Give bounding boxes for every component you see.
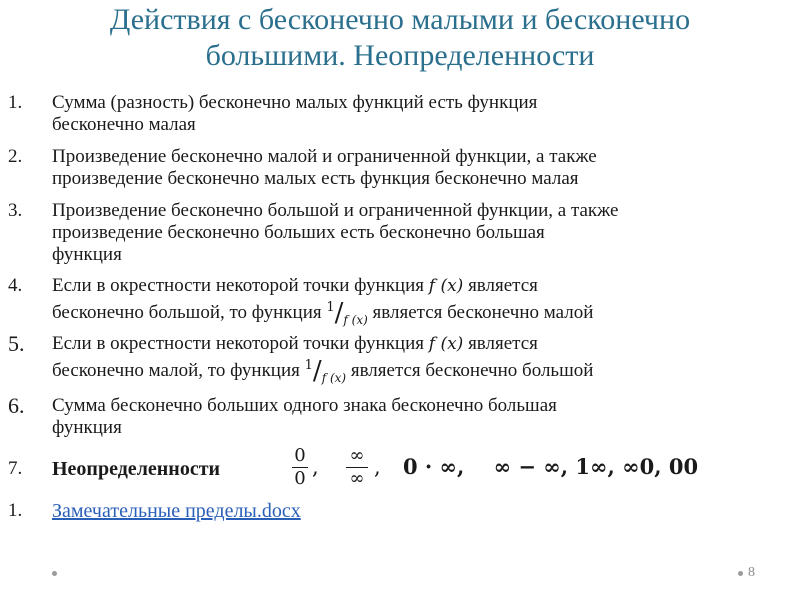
- frac-denominator: ∞: [349, 468, 365, 489]
- list-item-1: [8, 92, 788, 138]
- list-number: 1.: [8, 500, 23, 521]
- footer-dot-left: [52, 571, 57, 576]
- list-number: 2.: [8, 146, 23, 167]
- list-text: [52, 333, 787, 389]
- list-number: 7.: [8, 458, 23, 479]
- list-text: [52, 395, 787, 439]
- list-item-4: [8, 275, 788, 328]
- text-fragment: Если в окрестности некоторой точки функция: [52, 333, 429, 354]
- frac-denominator: 0: [294, 468, 306, 489]
- text-fragment: является бесконечно малой: [367, 302, 594, 323]
- list-number: 1.: [8, 92, 23, 113]
- list-item-2: [8, 146, 788, 192]
- list-item-3: [8, 200, 788, 268]
- list-text-line: бесконечно малая: [52, 114, 196, 135]
- text-fragment: является бесконечно большой: [346, 360, 594, 381]
- list-number: 4.: [8, 275, 23, 296]
- comma: ,: [374, 455, 381, 479]
- list-text-line: произведение бесконечно малых есть функция бесконечно малая: [52, 168, 579, 189]
- list-item-7: [8, 446, 788, 492]
- list-item-link: [8, 500, 788, 526]
- list-text: [52, 200, 787, 266]
- list-text-line: Произведение бесконечно большой и ограниченной функции, а также: [52, 200, 619, 221]
- list-text-line: функция: [52, 244, 122, 265]
- list-number: 6.: [8, 393, 25, 418]
- text-fragment: является: [463, 333, 538, 354]
- frac-numerator: 1: [326, 300, 335, 315]
- list-text: [52, 146, 787, 190]
- remarkable-limits-link[interactable]: Замечательные пределы.docx: [52, 500, 301, 522]
- fraction-inf-over-inf: [346, 446, 368, 489]
- text-fragment: бесконечно малой, то функция: [52, 360, 305, 381]
- list-number: 5.: [8, 331, 25, 356]
- slide-title-line-1: Действия с бесконечно малыми и бесконечно: [109, 3, 691, 36]
- formula-fx: f (x): [428, 334, 464, 354]
- list-item-6: [8, 395, 788, 441]
- indeterminate-forms: 0 · ∞, ∞ − ∞, 1∞, ∞0, 00: [403, 454, 699, 479]
- frac-slash: /: [312, 356, 322, 386]
- list-item-5: [8, 331, 788, 386]
- slide-title: [40, 2, 760, 74]
- frac-numerator: ∞: [349, 445, 365, 466]
- list-text-line: Сумма бесконечно больших одного знака бесконечно большая: [52, 395, 557, 416]
- frac-slash: /: [334, 298, 344, 328]
- frac-denominator: f (x): [343, 313, 368, 327]
- text-fragment: бесконечно большой, то функция: [52, 302, 327, 323]
- list-text-line: Сумма (разность) бесконечно малых функций есть функция: [52, 92, 538, 113]
- list-text-line: [52, 333, 787, 355]
- list-text-line: [52, 355, 787, 389]
- frac-denominator: f (x): [321, 371, 347, 385]
- fraction-zero-over-zero: [292, 446, 308, 489]
- list-number: 3.: [8, 200, 23, 221]
- text-fragment: является: [463, 275, 538, 296]
- formula-fx: f (x): [428, 276, 464, 296]
- list-text-line: функция: [52, 417, 122, 438]
- list-text: [52, 92, 787, 136]
- slide-title-line-2: большими. Неопределенности: [205, 39, 595, 72]
- page-number: 8: [748, 565, 755, 580]
- frac-numerator: 1: [304, 358, 313, 373]
- formula-reciprocal: [326, 297, 367, 331]
- formula-reciprocal: [305, 355, 346, 389]
- frac-numerator: 0: [294, 445, 306, 466]
- list-text-line: Произведение бесконечно малой и ограниченной функции, а также: [52, 146, 597, 167]
- list-text-line: [52, 297, 787, 331]
- list-text: [52, 275, 787, 331]
- text-fragment: Если в окрестности некоторой точки функция: [52, 275, 429, 296]
- list-text-line: [52, 275, 787, 297]
- comma: ,: [312, 455, 319, 479]
- indeterminacy-label: Неопределенности: [52, 458, 221, 480]
- list-text-line: произведение бесконечно больших есть бесконечно большая: [52, 222, 545, 243]
- footer-dot-right: [738, 571, 743, 576]
